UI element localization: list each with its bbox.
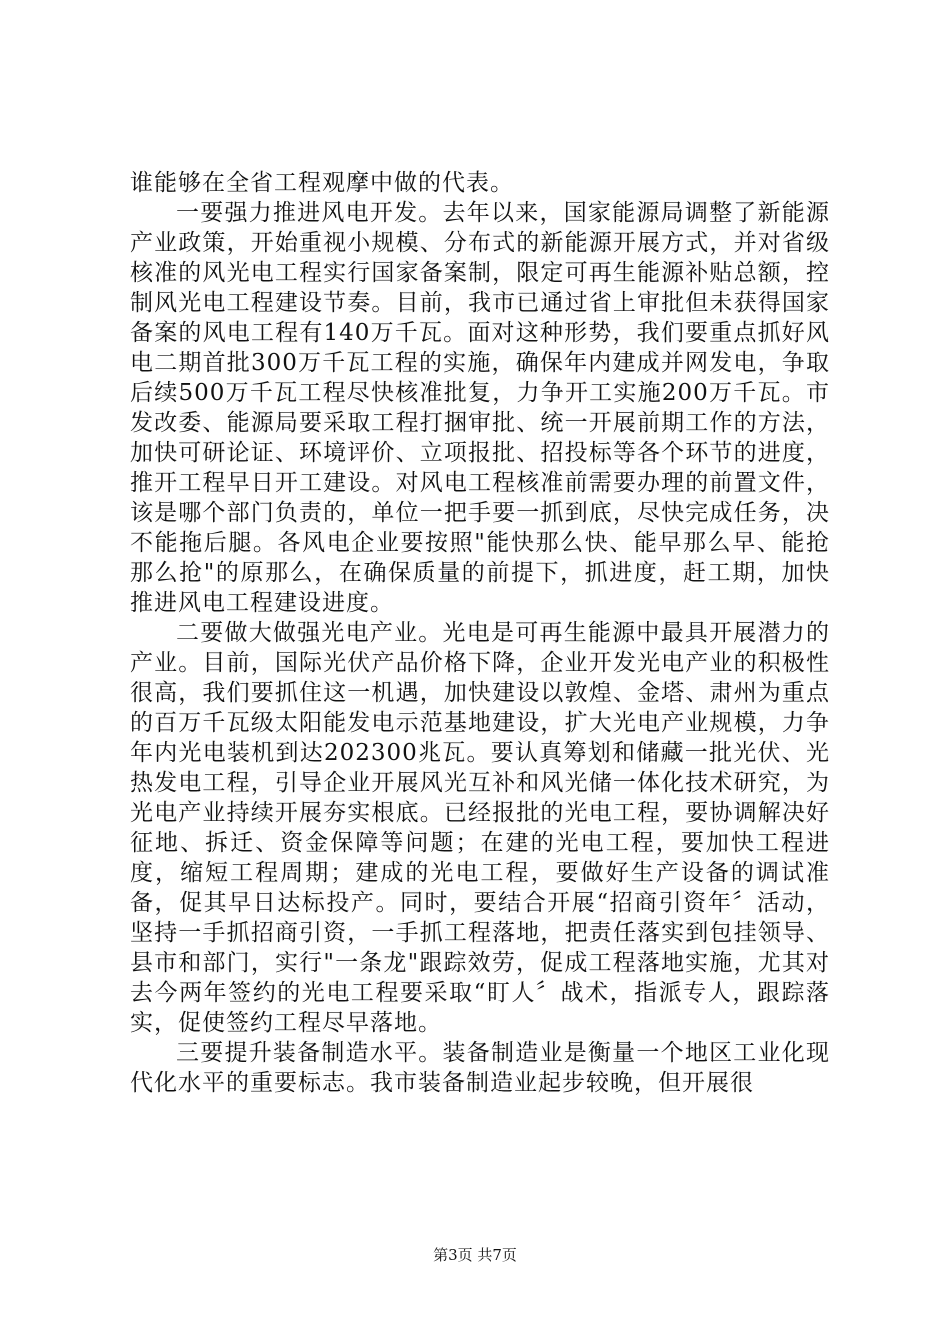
paragraph-wind-power: 一要强力推进风电开发。去年以来，国家能源局调整了新能源产业政策，开始重视小规模、分布式的新能源开展方式，并对省级核准的风光电工程实行国家备案制，限定可再生能源补贴总额，控制风光电工程建设节奏。目前，我市已通过省上审批但未获得国家备案的风电工程有140万千瓦。面对这种形势，我们要重点抓好风电二期首批300万千瓦工程的实施，确保年内建成并网发电，争取后续500万千瓦工程尽快核准批复，力争开工实施200万千瓦。市发改委、能源局要采取工程打捆审批、统一开展前期工作的方法，加快可研论证、环境评价、立项报批、招投标等各个环节的进度，推开工程早日开工建设。对风电工程核准前需要办理的前置文件，该是哪个部门负责的，单位一把手要一抓到底，尽快完成任务，决不能拖后腿。各风电企业要按照"能快那么快、能早那么早、能抢那么抢"的原那么，在确保质量的前提下，抓进度，赶工期，加快推进风电工程建设进度。 bbox=[130, 200, 830, 616]
document-body bbox=[130, 168, 830, 1098]
paragraph-continuation: 谁能够在全省工程观摩中做的代表。 bbox=[130, 170, 514, 196]
paragraph-equipment-manufacturing: 三要提升装备制造水平。装备制造业是衡量一个地区工业化现代化水平的重要标志。我市装备制造业起步较晚，但开展很 bbox=[130, 1040, 830, 1096]
paragraph-solar-power: 二要做大做强光电产业。光电是可再生能源中最具开展潜力的产业。目前，国际光伏产品价格下降，企业开发光电产业的积极性很高，我们要抓住这一机遇，加快建设以敦煌、金塔、肃州为重点的百万千瓦级太阳能发电示范基地建设，扩大光电产业规模，力争年内光电装机到达202300兆瓦。要认真筹划和储藏一批光伏、光热发电工程，引导企业开展风光互补和风光储一体化技术研究，为光电产业持续开展夯实根底。已经报批的光电工程，要协调解决好征地、拆迁、资金保障等问题；在建的光电工程，要加快工程进度，缩短工程周期；建成的光电工程，要做好生产设备的调试准备，促其早日达标投产。同时，要结合开展“招商引资年〞活动，坚持一手抓招商引资，一手抓工程落地，把责任落实到包挂领导、县市和部门，实行"一条龙"跟踪效劳，促成工程落地实施，尤其对去今两年签约的光电工程要采取“盯人〞战术，指派专人，跟踪落实，促使签约工程尽早落地。 bbox=[130, 620, 830, 1036]
page-number-footer: 第3页 共7页 bbox=[433, 1246, 517, 1264]
